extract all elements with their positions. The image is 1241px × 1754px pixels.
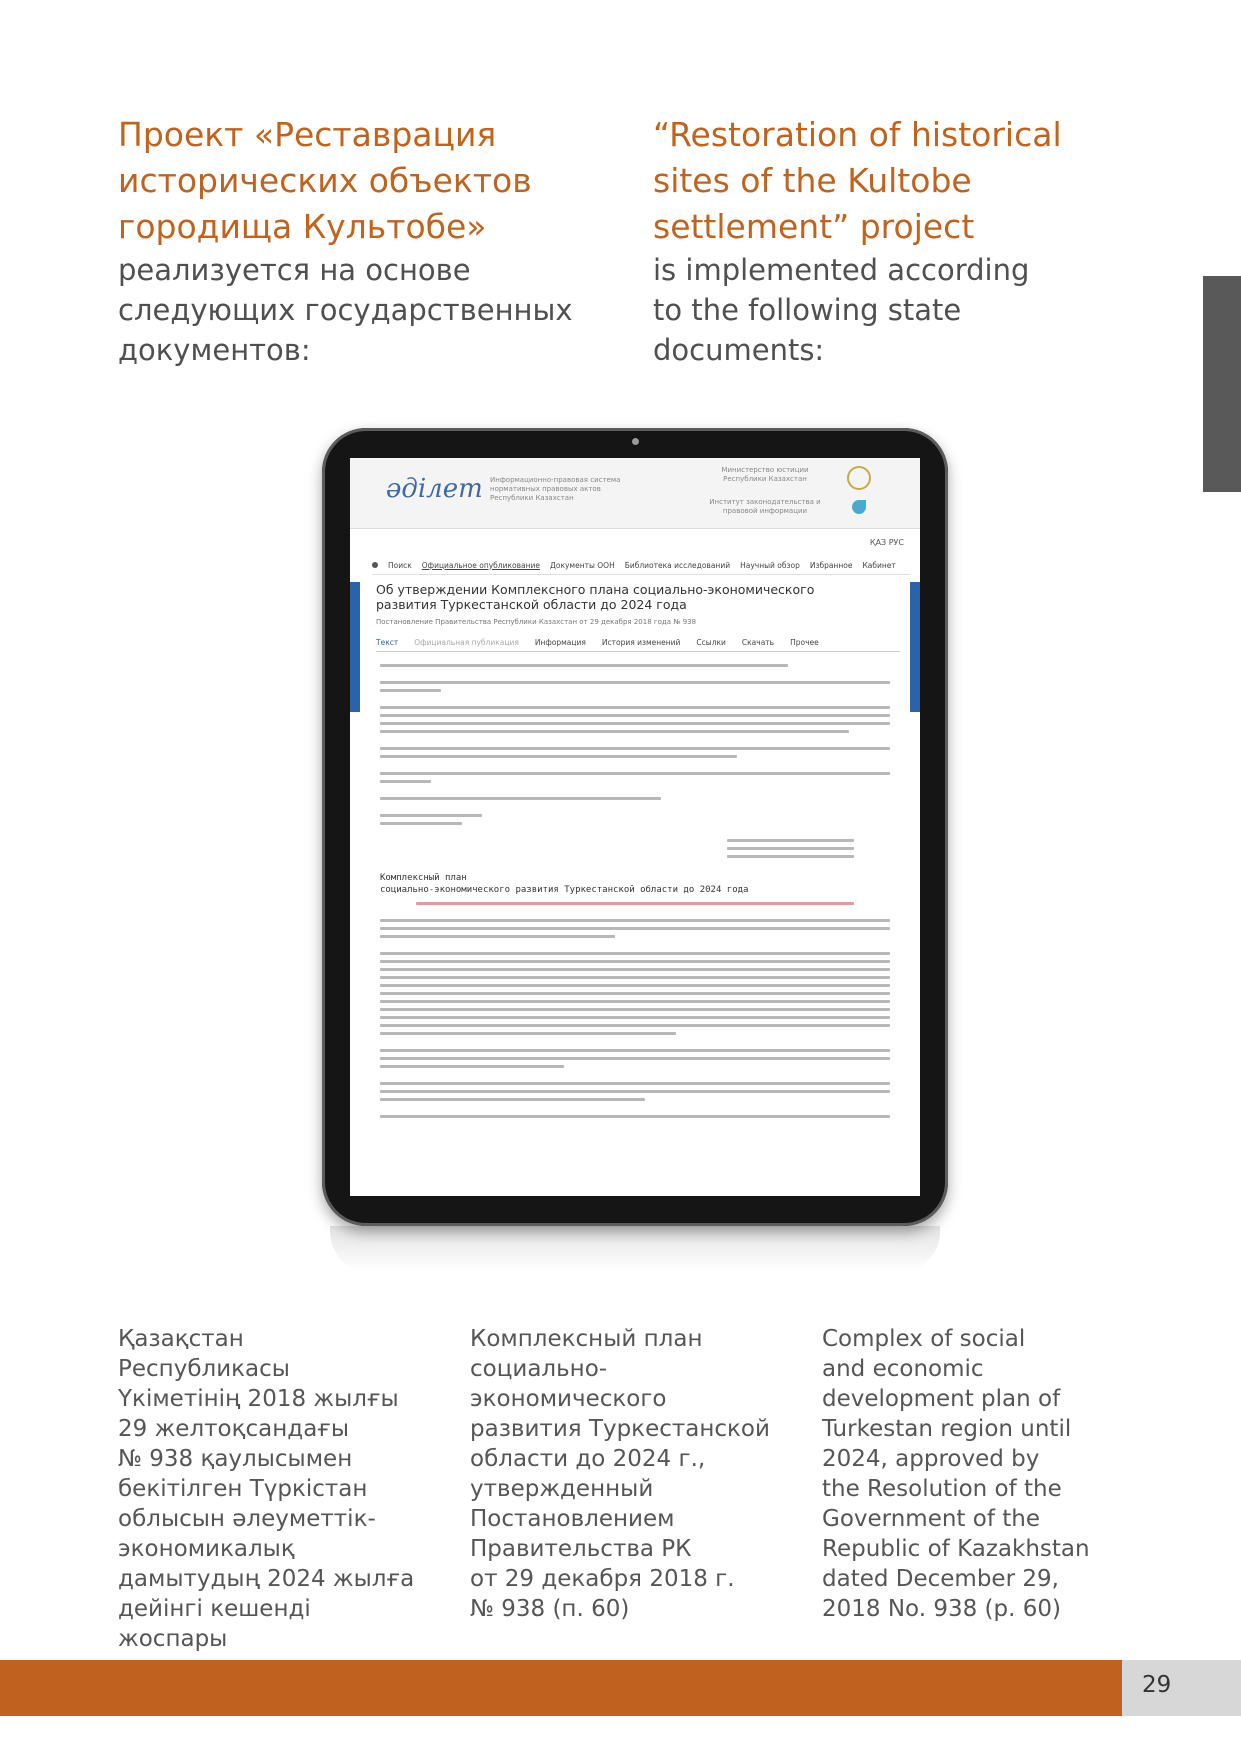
text-line [380, 814, 482, 817]
text-line [380, 984, 890, 987]
text-line [380, 730, 849, 733]
text-line [380, 822, 462, 825]
side-tab-marker [1203, 276, 1241, 492]
document-body [380, 664, 890, 1196]
institute-logo-icon [852, 500, 866, 514]
doc-tab: Ссылки [696, 638, 726, 647]
accent-strip-right [910, 582, 920, 712]
language-switch: ҚАЗ РУС [869, 538, 904, 547]
site-header [350, 458, 920, 529]
home-icon [372, 562, 378, 568]
text-line [380, 1024, 890, 1027]
text-line [380, 1049, 890, 1052]
text-line [380, 1065, 564, 1068]
tablet-reflection [330, 1226, 940, 1272]
doc-tab: История изменений [601, 638, 681, 647]
text-line [380, 1098, 645, 1101]
text-line [380, 755, 737, 758]
text-line [380, 960, 890, 963]
nav-item: Кабинет [862, 560, 896, 570]
doc-tab: Информация [534, 638, 586, 647]
text-line [380, 681, 890, 684]
accent-strip-left [350, 582, 360, 712]
text-line [727, 847, 855, 850]
nav-item: Библиотека исследований [624, 560, 731, 570]
text-line [380, 664, 788, 667]
caption-en: Complex of social and economic development plan of Turkestan region until 2024, approved by the Resolution of the Government of the Republic of Kazakhstan dated December 29, 2018 No. 938 (p. 60) [822, 1326, 1090, 1622]
site-nav [372, 556, 910, 575]
text-line [727, 839, 855, 842]
document-tabs [376, 638, 900, 652]
text-line [380, 927, 890, 930]
tablet-screen [350, 458, 920, 1196]
doc-tab: Текст [376, 638, 399, 647]
text-line [380, 780, 431, 783]
nav-item: Научный обзор [740, 560, 800, 570]
institute-label: Институт законодательства и правовой информации [709, 498, 821, 515]
text-line [380, 1090, 890, 1093]
nav-item: Избранное [809, 560, 853, 570]
document-title: Об утверждении Комплексного плана социально-экономического развития Туркестанской области до 2024 года [376, 582, 815, 612]
text-line [380, 1115, 890, 1118]
text-line [380, 952, 890, 955]
text-line [380, 1008, 890, 1011]
heading-ru-lead: реализуется на основе следующих государственных документов: [118, 253, 573, 367]
text-line [380, 968, 890, 971]
text-line [416, 902, 855, 905]
tablet-image [322, 428, 948, 1226]
text-line [380, 797, 661, 800]
site-logo: әділет [386, 474, 483, 504]
heading-ru [118, 112, 598, 370]
text-line [380, 1057, 890, 1060]
site-description: Информационно-правовая система нормативных правовых актов Республики Казахстан [490, 476, 621, 502]
heading-en-title: “Restoration of historical sites of the Kultobe settlement” project [653, 115, 1062, 246]
footer-bar [0, 1660, 1122, 1716]
text-line [380, 772, 890, 775]
text-line [380, 935, 615, 938]
text-line [380, 976, 890, 979]
text-line [380, 992, 890, 995]
text-line [380, 747, 890, 750]
text-line [380, 1032, 676, 1035]
text-line [380, 689, 441, 692]
text-line [380, 1082, 890, 1085]
nav-item: Официальное опубликование [421, 560, 540, 570]
heading-en-lead: is implemented according to the following state documents: [653, 253, 1030, 367]
text-line [380, 706, 890, 709]
state-emblem-icon [847, 466, 871, 490]
text-line [380, 1000, 890, 1003]
nav-item: Поиск [388, 560, 412, 570]
nav-item: Документы ООН [550, 560, 615, 570]
text-line [380, 714, 890, 717]
text-line [727, 855, 855, 858]
text-line [380, 1016, 890, 1019]
caption-ru: Комплексный план социально- экономического развития Туркестанской области до 2024 г., утвержденный Постановлением Правительства РК от 29 декабря 2018 г. № 938 (п. 60) [470, 1326, 770, 1622]
document-subtitle: Постановление Правительства Республики Казахстан от 29 декабря 2018 года № 938 [376, 618, 697, 626]
text-line [380, 722, 890, 725]
caption-kz: Қазақстан Республикасы Үкіметінің 2018 жылғы 29 желтоқсандағы № 938 қаулысымен бекітілген Түркістан облысын әлеуметтік- экономикалық дамытудың 2024 жылға дейінгі кешенді жоспары [118, 1326, 415, 1652]
doc-tab: Скачать [741, 638, 775, 647]
text-line [380, 919, 890, 922]
doc-tab: Официальная публикация [414, 638, 519, 647]
plan-heading: Комплексный план социально-экономического развития Туркестанской области до 2024 года [380, 873, 749, 895]
page-number: 29 [1142, 1672, 1172, 1698]
heading-ru-title: Проект «Реставрация исторических объектов городища Культобе» [118, 115, 532, 246]
doc-tab: Прочее [790, 638, 819, 647]
camera-icon [632, 438, 639, 445]
heading-en [653, 112, 1133, 370]
page-number-box [1122, 1660, 1241, 1716]
ministry-label: Министерство юстиции Республики Казахстан [721, 466, 809, 483]
